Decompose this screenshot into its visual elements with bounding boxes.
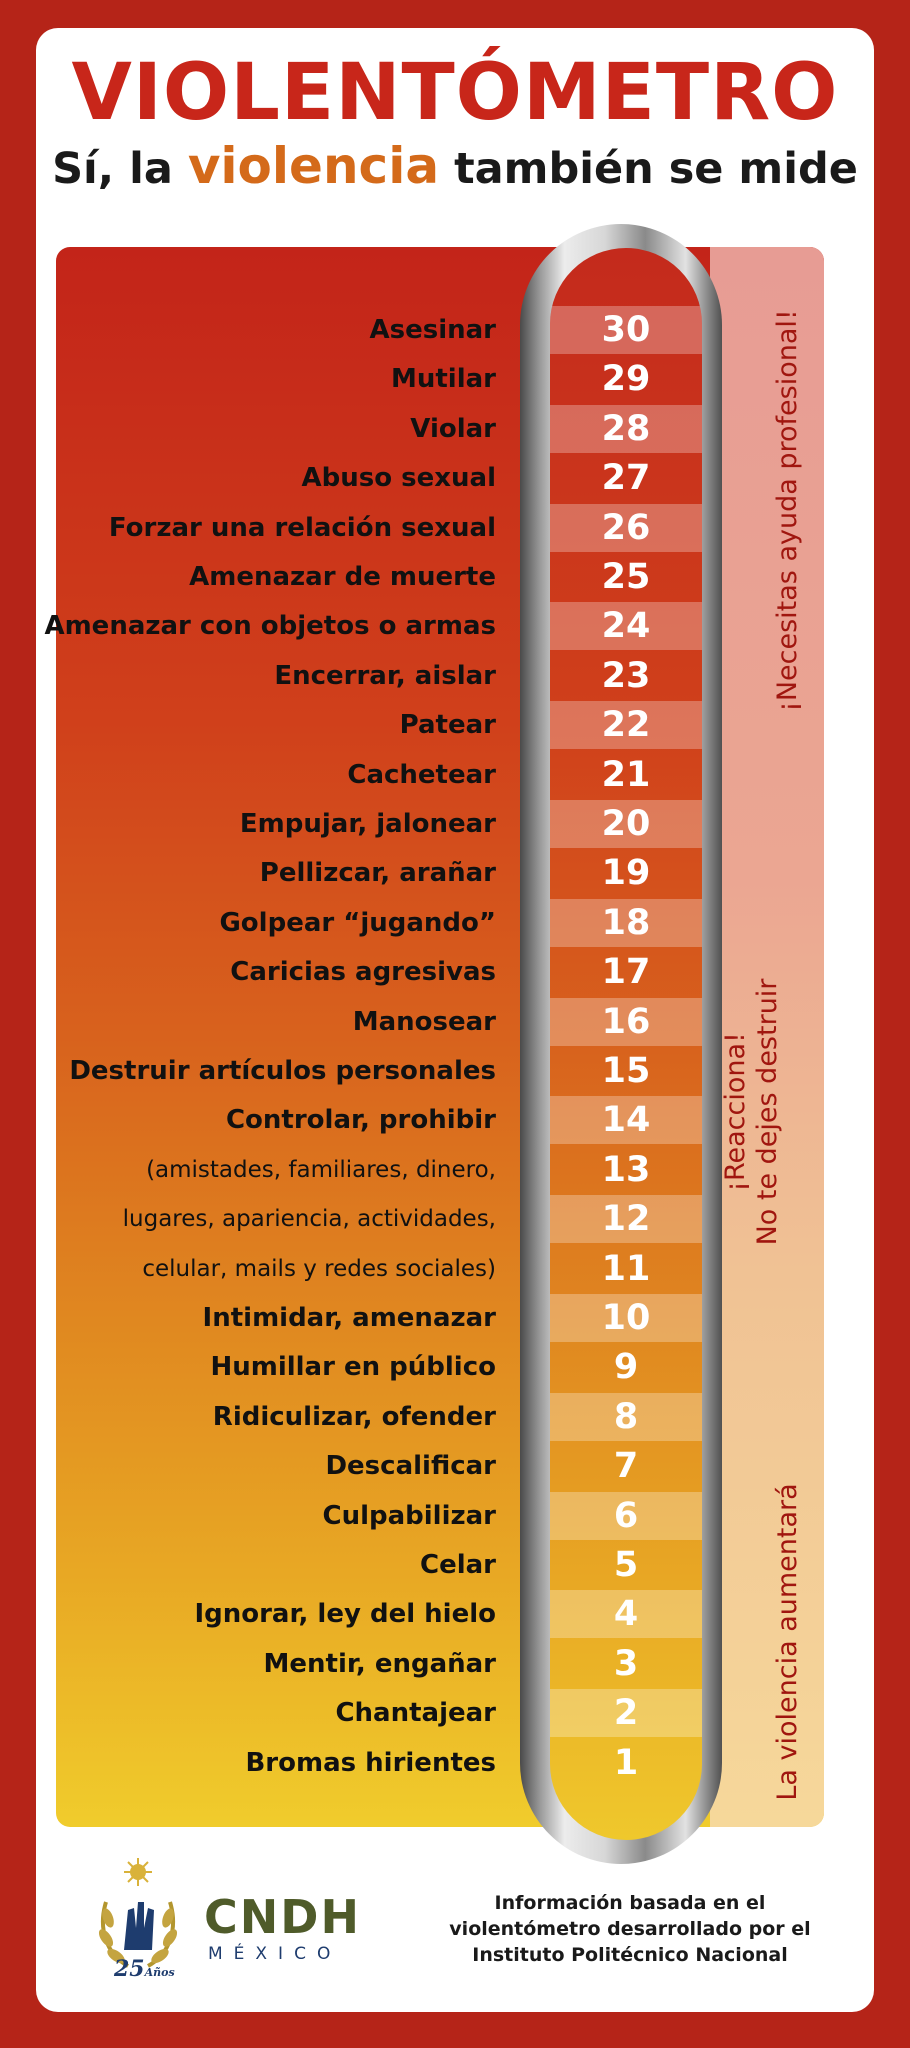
zone-top-label: ¡Necesitas ayuda profesional! [772, 309, 803, 712]
logo-country: MÉXICO [208, 1944, 342, 1964]
subtitle-highlight: violencia [187, 137, 440, 195]
scale-number: 6 [550, 1492, 702, 1540]
zone-middle-line1: ¡Reacciona! [720, 1032, 751, 1192]
source-note-line2: violentómetro desarrollado por el [449, 1918, 811, 1940]
zone-middle-label [720, 962, 784, 1262]
scale-number: 24 [550, 602, 702, 650]
subtitle-pre: Sí, la [52, 144, 173, 194]
hands-icon [124, 1902, 154, 1950]
scale-label: Empujar, jalonear [239, 809, 496, 839]
poster-subtitle [0, 138, 910, 197]
scale-number: 1 [613, 1742, 639, 1783]
scale-label: Manosear [352, 1006, 496, 1037]
scale-number: 22 [550, 701, 702, 749]
scale-number: 25 [601, 557, 651, 597]
scale-label: Descalificar [325, 1451, 496, 1482]
logo-years [114, 1956, 175, 1982]
zone-bottom-label: La violencia aumentará [772, 1483, 803, 1801]
scale-number: 12 [550, 1195, 702, 1243]
logo-years-suffix: Años [144, 1966, 175, 1979]
scale-label: Amenazar con objetos o armas [44, 611, 496, 642]
poster-title: VIOLENTÓMETRO [71, 48, 839, 138]
scale-number: 7 [613, 1446, 639, 1487]
scale-number: 21 [601, 754, 651, 795]
scale-label: Celar [420, 1550, 496, 1580]
scale-label: Controlar, prohibir [225, 1105, 496, 1136]
scale-number: 27 [601, 458, 651, 499]
scale-number: 4 [550, 1590, 702, 1638]
logo-years-number: 25 [114, 1956, 145, 1982]
logo-name: CNDH [204, 1890, 361, 1944]
scale-number: 5 [613, 1545, 639, 1585]
scale-number: 2 [550, 1689, 702, 1737]
scale-number: 23 [601, 655, 651, 696]
scale-label: Forzar una relación sexual [108, 512, 496, 543]
scale-label: Abuso sexual [301, 463, 496, 494]
zone-middle-line2: No te dejes destruir [752, 978, 783, 1246]
scale-number: 9 [613, 1347, 639, 1388]
scale-label: lugares, apariencia, actividades, [122, 1206, 496, 1233]
scale-label: (amistades, familiares, dinero, [146, 1156, 496, 1183]
scale-number: 11 [601, 1248, 651, 1289]
scale-label: Asesinar [369, 315, 496, 345]
scale-number: 15 [601, 1051, 651, 1091]
scale-number: 29 [601, 359, 651, 400]
scale-number: 10 [550, 1294, 702, 1342]
scale-label: Bromas hirientes [245, 1747, 496, 1778]
scale-number: 17 [601, 952, 651, 993]
scale-label: Amenazar de muerte [189, 562, 496, 592]
scale-number: 13 [601, 1149, 651, 1190]
scale-number: 18 [550, 899, 702, 947]
scale-number: 19 [601, 853, 651, 894]
scale-number: 26 [550, 504, 702, 552]
scale-label: Humillar en público [210, 1352, 496, 1383]
scale-label: Pellizcar, arañar [259, 858, 496, 889]
scale-label: Caricias agresivas [230, 957, 496, 988]
source-note-line1: Información basada en el [494, 1892, 766, 1914]
scale-label: Encerrar, aislar [274, 660, 496, 691]
scale-label: Cachetear [347, 759, 496, 790]
scale-number: 8 [550, 1393, 702, 1441]
scale-label: Mentir, engañar [263, 1648, 496, 1679]
scale-label: Ridiculizar, ofender [212, 1401, 496, 1432]
subtitle-post: también se mide [454, 144, 858, 194]
scale-label: Golpear “jugando” [219, 907, 496, 938]
scale-label: Violar [410, 413, 496, 444]
scale-label: celular, mails y redes sociales) [142, 1255, 496, 1282]
scale-number: 28 [550, 405, 702, 453]
scale-label: Culpabilizar [322, 1500, 496, 1531]
source-note [420, 1890, 840, 1968]
scale-number: 16 [550, 998, 702, 1046]
scale-number: 30 [550, 306, 702, 354]
source-note-line3: Instituto Politécnico Nacional [472, 1944, 788, 1966]
scale-label: Intimidar, amenazar [202, 1303, 496, 1333]
scale-number: 14 [550, 1096, 702, 1144]
scale-label: Destruir artículos personales [69, 1056, 496, 1086]
scale-number: 3 [613, 1643, 639, 1684]
sun-icon [124, 1858, 152, 1886]
scale-label: Mutilar [390, 364, 496, 395]
scale-label: Chantajear [335, 1698, 496, 1729]
thermometer-scale [550, 248, 702, 1840]
scale-label: Patear [399, 710, 496, 741]
scale-number: 20 [550, 800, 702, 848]
scale-label: Ignorar, ley del hielo [194, 1599, 496, 1630]
